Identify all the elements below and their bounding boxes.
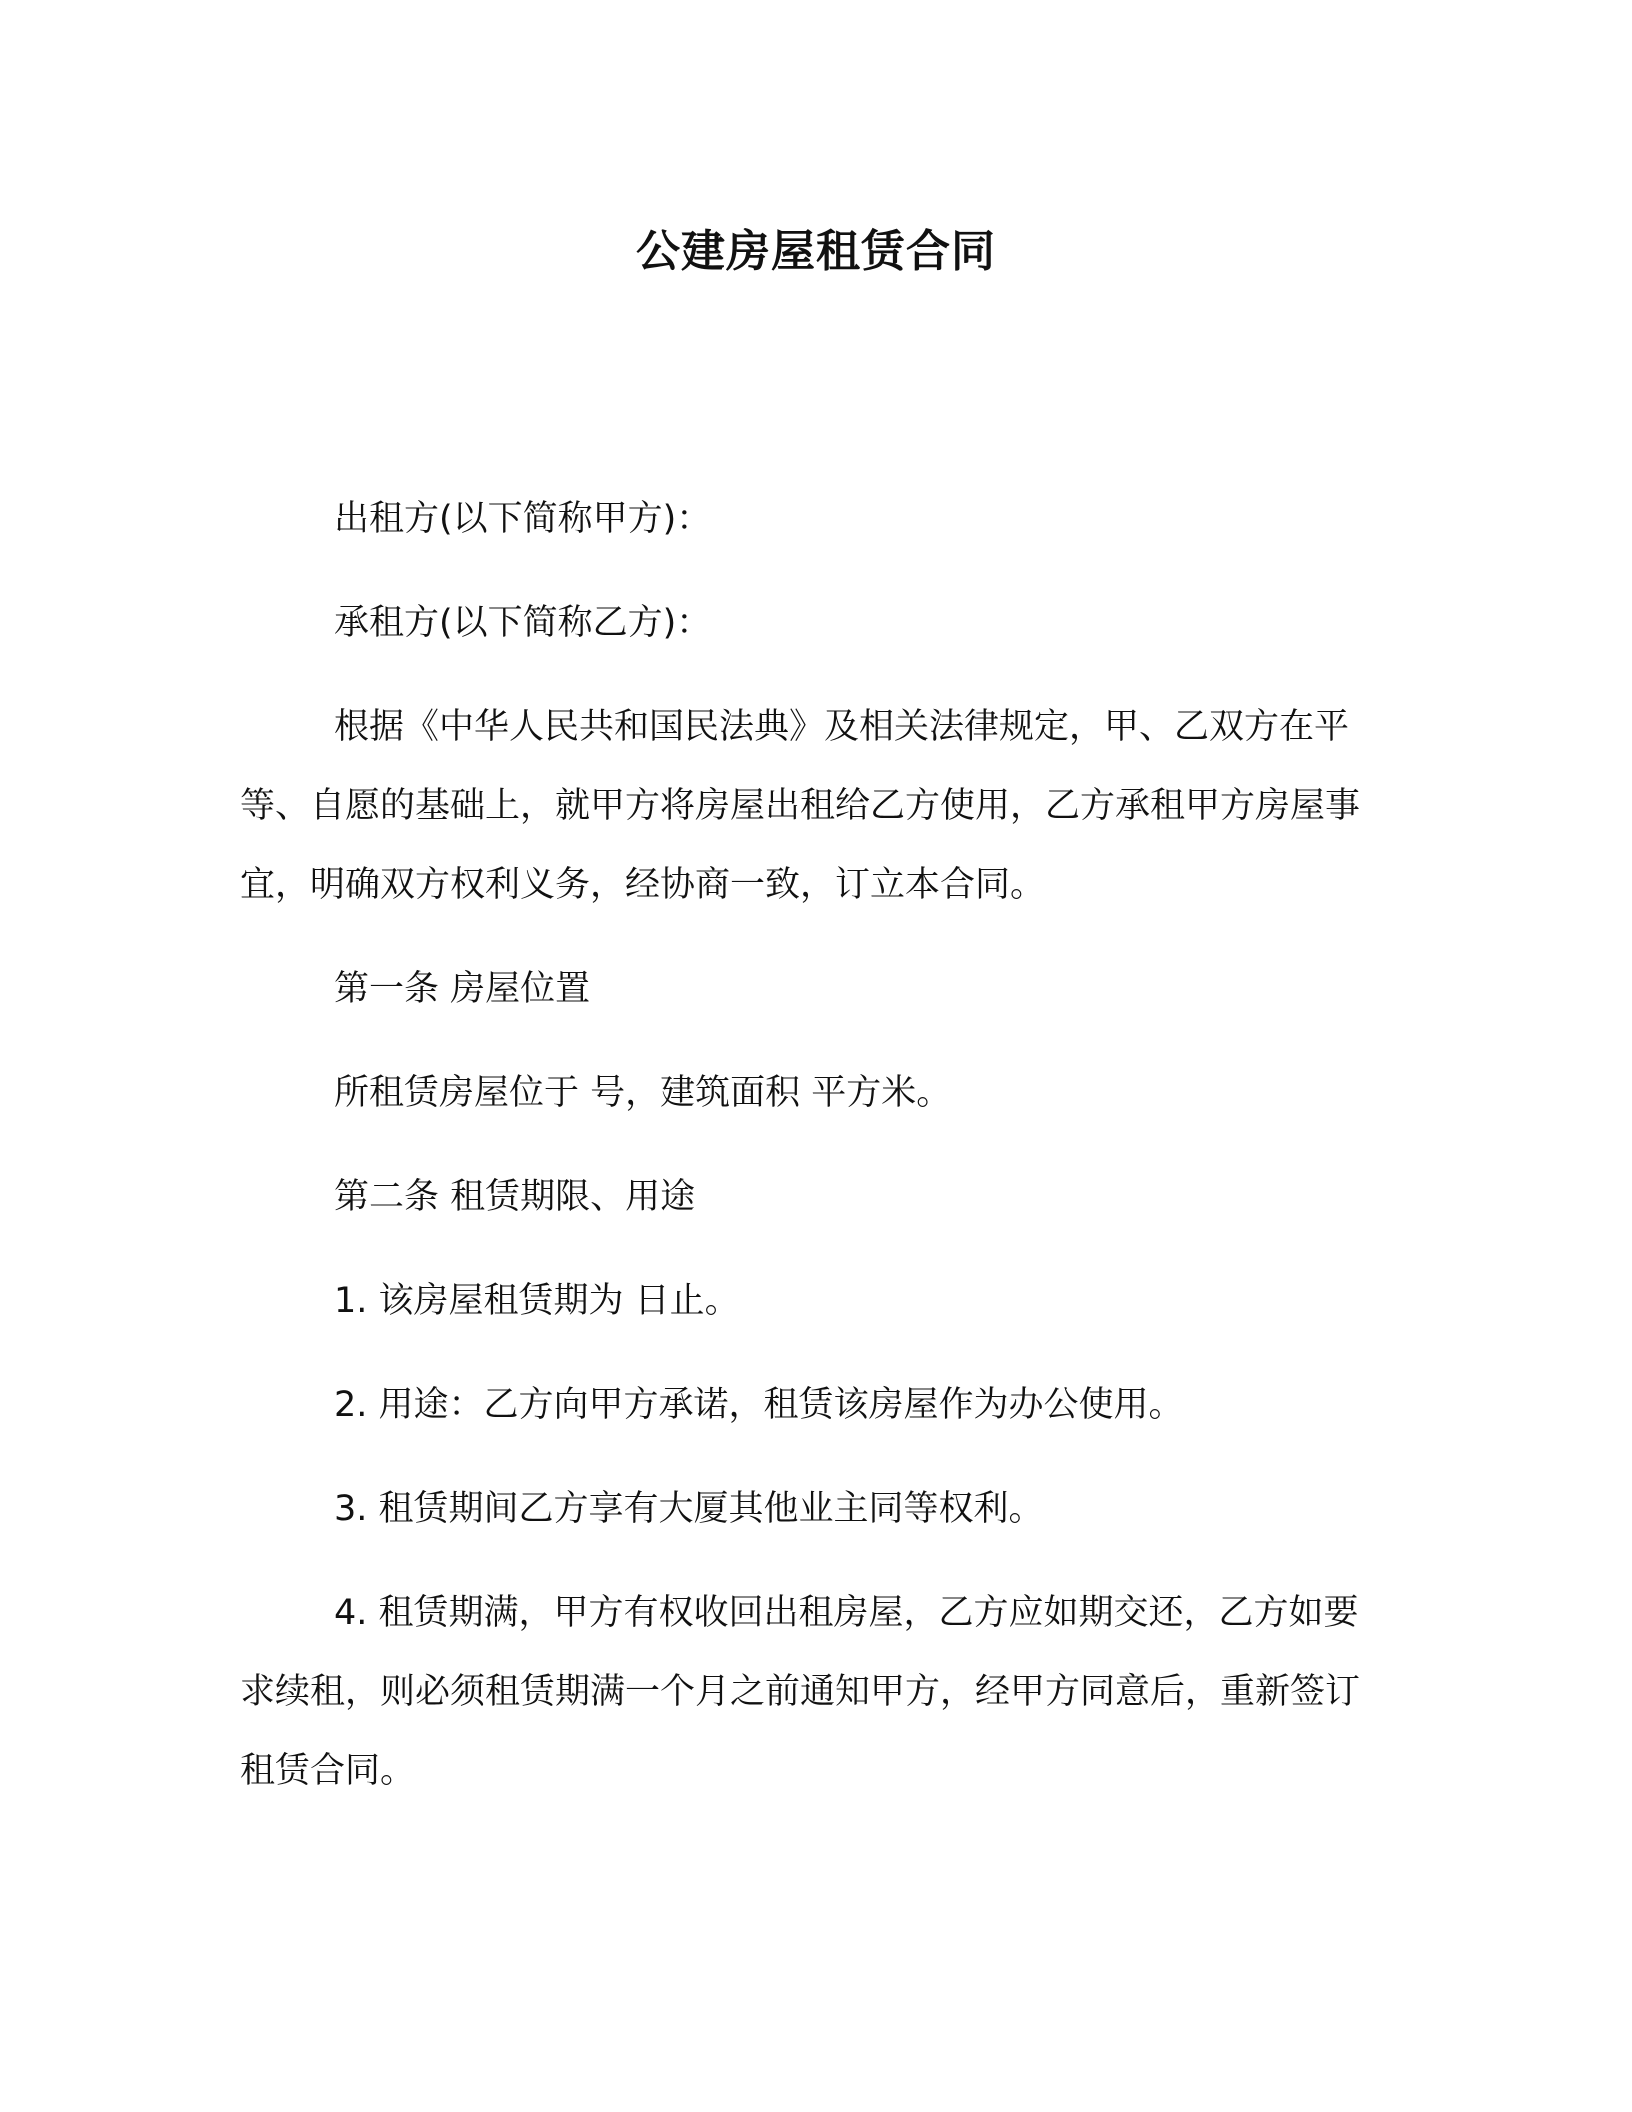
article-2-item-4: 4. 租赁期满，甲方有权收回出租房屋，乙方应如期交还，乙方如要求续租，则必须租赁期满一个月之前通知甲方，经甲方同意后，重新签订租赁合同。 [240, 1593, 1361, 1791]
lessor-line: 出租方(以下简称甲方)： [334, 499, 712, 539]
article-2-heading: 第二条 租赁期限、用途 [334, 1177, 696, 1217]
article-1-text: 所租赁房屋位于 号，建筑面积 平方米。 [334, 1073, 952, 1113]
article-1-heading: 第一条 房屋位置 [334, 969, 591, 1009]
article-2-item-2: 2. 用途：乙方向甲方承诺，租赁该房屋作为办公使用。 [334, 1385, 1184, 1425]
document-title: 公建房屋租赁合同 [636, 226, 996, 277]
preamble-paragraph: 根据《中华人民共和国民法典》及相关法律规定，甲、乙双方在平等、自愿的基础上，就甲方将房屋出租给乙方使用，乙方承租甲方房屋事宜，明确双方权利义务，经协商一致，订立本合同。 [240, 707, 1361, 905]
article-2-item-3: 3. 租赁期间乙方享有大厦其他业主同等权利。 [334, 1489, 1044, 1529]
contract-body [240, 480, 1390, 1811]
article-2-item-1: 1. 该房屋租赁期为 日止。 [334, 1281, 740, 1321]
lessee-line: 承租方(以下简称乙方)： [334, 603, 712, 643]
